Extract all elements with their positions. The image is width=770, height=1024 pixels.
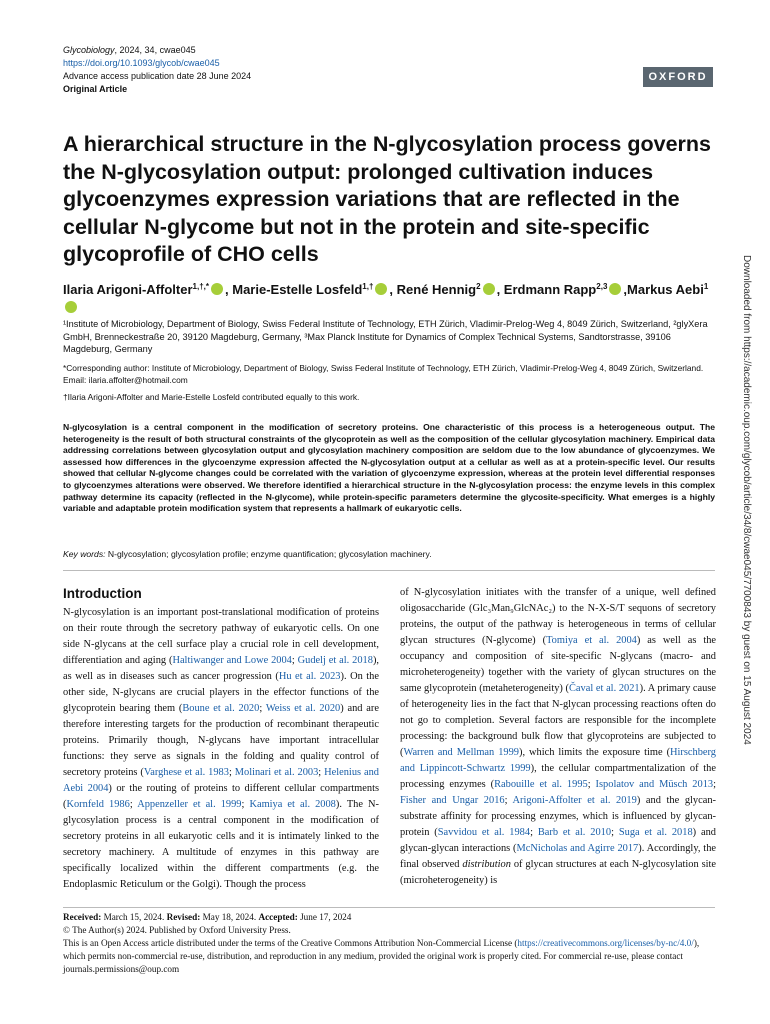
- license-text: [63, 937, 715, 976]
- text-run: ;: [241, 799, 250, 810]
- received-date: March 15, 2024.: [103, 912, 165, 922]
- volume-line: , 2024, 34, cwae045: [114, 45, 196, 55]
- affiliations: ¹Institute of Microbiology, Department of Biology, Swiss Federal Institute of Technology, ETH Zürich, Vladimir-Prelog-Weg 4, 8049 Zürich, Switzerland, ²glyXera GmbH, Brenneckestraße 20, 39120 Magdeburg, Germany, ³Max Planck Institute for Dynamics of Complex Technical Systems, Sandtorstrasse, 39106 Magdeburg, Germany: [63, 319, 708, 354]
- citation-link[interactable]: Barb et al. 2010: [537, 827, 612, 838]
- equal-contribution-note: †Ilaria Arigoni-Affolter and Marie-Estelle Losfeld contributed equally to this work.: [63, 392, 360, 402]
- article-type: Original Article: [63, 84, 128, 94]
- citation-link[interactable]: Hirschberg and Lippincott-Schwartz 1999: [400, 747, 717, 774]
- citation-link[interactable]: Arigoni-Affolter et al. 2019: [512, 795, 637, 806]
- citation-link[interactable]: Haltiwanger and Lowe 2004: [172, 655, 292, 666]
- accepted-date: June 17, 2024: [300, 912, 352, 922]
- text-run: of N-glycosylation initiates with the transfer of a unique, well defined oligosaccharide (Glc₃Man₉GlcNAc₂) to the N-X-S/T sequons of secretory proteins, the output of the pathway is heterogeneous in terms of cellular glycan structures (N-glycome) (: [400, 587, 716, 646]
- paragraph: [400, 585, 716, 889]
- author-list: [63, 278, 723, 317]
- citation-link[interactable]: McNicholas and Agirre 2017: [516, 843, 639, 854]
- doi-link[interactable]: https://doi.org/10.1093/glycob/cwae045: [63, 58, 220, 68]
- text-run: ;: [129, 799, 138, 810]
- text-run: ;: [228, 767, 235, 778]
- license-link[interactable]: https://creativecommons.org/licenses/by-nc/4.0/: [517, 938, 694, 948]
- author-name: Erdmann Rapp: [503, 282, 597, 297]
- citation-link[interactable]: Suga et al. 2018: [618, 827, 693, 838]
- author-name: René Hennig: [396, 282, 477, 297]
- abstract: N-glycosylation is a central component in the modification of secretory proteins. One characteristic of this process is a heterogeneous output. The heterogeneity is the result of both structural constraints of the glycoprotein as well as the composition of the cellular glycosylation machinery. Empirical data addressing correlations between glycosylation output and glycosylation machinery composition are seldom due to the low abundance of glycoenzymes. We assessed how differences in the glycoenzyme expression affected the N-glycosylation output at a cellular as well as at a protein-specific level. Our results showed that cellular N-glycome changes could be correlated with the variation of glycoenzyme expression, whereas at the protein level differential responses to glycoenzymes alterations were observed. We therefore identified a hierarchical structure in the N-glycosylation process: the enzyme levels in this complex pathway determine its capacity (reflected in the N-glycome), while protein-specific parameters determine the glycosite-specificity. What emerges is a highly variable and adaptable protein modification system that represents a hallmark of eukaryotic cells.: [63, 422, 715, 514]
- revised-label: Revised:: [166, 912, 201, 922]
- citation-link[interactable]: Weiss et al. 2020: [265, 703, 341, 714]
- citation-link[interactable]: Rabouille et al. 1995: [494, 779, 588, 790]
- text-run: ), which limits the exposure time (: [518, 747, 671, 758]
- text-run: ) as well as the occupancy and composition of site-specific N-glycans (macro- and microheterogeneity) together with the variety of glycan structures on the same glycoprotein (metaheterogeneity) (: [400, 635, 717, 694]
- revised-date: May 18, 2024.: [202, 912, 257, 922]
- keywords: [63, 549, 432, 559]
- text-run: ). A primary cause of heterogeneity lies in the fact that N-glycan processing reactions often do not go to completion. Several factors are responsible for the incomplete processing: the background bulk flow that glycoproteins are subjected to (: [400, 683, 717, 758]
- citation-link[interactable]: Kamiya et al. 2008: [249, 799, 336, 810]
- author-separator: ,: [496, 282, 504, 297]
- text-run: ;: [291, 655, 298, 666]
- citation-link[interactable]: Tomiya et al. 2004: [546, 635, 637, 646]
- orcid-icon[interactable]: [609, 283, 621, 295]
- text-run: ;: [504, 795, 513, 806]
- corresponding-author: *Corresponding author: Institute of Microbiology, Department of Biology, Swiss Federal Institute of Technology, ETH Zürich, Vladimir-Prelog-Weg 4, 8049 Zürich, Switzerland. Email: ilaria.affolter@hotmail.com: [63, 363, 704, 385]
- author-separator: ,: [225, 282, 233, 297]
- citation-link[interactable]: Gudelj et al. 2018: [297, 655, 373, 666]
- body-column-right: [400, 585, 716, 889]
- download-watermark-text: Downloaded from https://academic.oup.com/glycob/article/34/8/cwae045/7700843 by guest on 15 August 2024: [741, 255, 752, 745]
- text-run: ;: [259, 703, 266, 714]
- author-affiliation-marker: 1,†: [362, 282, 374, 291]
- author-name: Ilaria Arigoni-Affolter: [63, 282, 193, 297]
- text-run: ) and glycan-glycan interactions (: [400, 827, 716, 854]
- journal-citation: [63, 44, 251, 57]
- body-column-left: [63, 585, 379, 893]
- citation-link[interactable]: Varghese et al. 1983: [143, 767, 229, 778]
- emphasis: distribution: [462, 859, 511, 870]
- keywords-label: Key words:: [63, 549, 106, 559]
- download-watermark: [740, 255, 752, 935]
- text-run: ;: [530, 827, 538, 838]
- oxford-logo: OXFORD: [643, 67, 713, 87]
- accepted-label: Accepted:: [258, 912, 298, 922]
- orcid-icon[interactable]: [211, 283, 223, 295]
- article-title: A hierarchical structure in the N-glycosylation process governs the N-glycosylation output: prolonged cultivation induces glycoenzymes expression variations that are reflected in the cellular N-glycome but not in the protein and site-specific glycoprofile of CHO cells: [63, 132, 711, 266]
- text-run: ), the cellular compartmentalization of the processing enzymes (: [400, 763, 716, 790]
- author-affiliation-marker: 2,3: [596, 282, 608, 291]
- keywords-text: N-glycosylation; glycosylation profile; enzyme quantification; glycosylation machinery.: [107, 549, 432, 559]
- footer-divider: [63, 907, 715, 908]
- orcid-icon[interactable]: [65, 301, 77, 313]
- text-run: ;: [713, 779, 716, 790]
- citation-link[interactable]: Boune et al. 2020: [182, 703, 260, 714]
- author-separator: ,: [623, 282, 628, 297]
- citation-link[interactable]: Čaval et al. 2021: [569, 683, 640, 694]
- author-name: Marie-Estelle Losfeld: [232, 282, 363, 297]
- author-name: Markus Aebi: [627, 282, 704, 297]
- received-label: Received:: [63, 912, 102, 922]
- text-run: N-glycosylation is an important post-translational modification of proteins on their route through the secretory pathway of eukaryotic cells. On one side N-glycans at the cell surface play a crucial role in cell development, differentiation and aging (: [63, 607, 379, 666]
- text-run: ), as well as in diseases such as cancer progression (: [63, 655, 379, 682]
- orcid-icon[interactable]: [483, 283, 495, 295]
- citation-link[interactable]: Appenzeller et al. 1999: [137, 799, 242, 810]
- text-run: ) and the glycan-substrate affinity for processing enzymes, which is influenced by glycan-protein (: [400, 795, 716, 838]
- author-affiliation-marker: 1: [703, 282, 709, 291]
- advance-access-date: Advance access publication date 28 June 2024: [63, 71, 252, 81]
- divider: [63, 570, 715, 571]
- text-run: ;: [611, 827, 619, 838]
- citation-link[interactable]: Kornfeld 1986: [66, 799, 130, 810]
- citation-link[interactable]: Savvidou et al. 1984: [437, 827, 531, 838]
- text-run: of glycan structures at each N-glycosylation site (microheterogeneity) is: [400, 859, 717, 886]
- citation-link[interactable]: Fisher and Ungar 2016: [400, 795, 505, 806]
- text-run: ;: [318, 767, 325, 778]
- text-run: ). The N-glycosylation process is a central component in the modification of secretory proteins in all eukaryotic cells and it is intimately linked to the secretory machinery. A multitude of enzymes in this pathway are specifically localized within the different compartments (e.g. the Endoplasmic Reticulum or the Golgi). Though the process: [63, 799, 379, 890]
- text-run: ). On the other side, N-glycans are crucial players in the effector functions of the glycoprotein bearing them (: [63, 671, 379, 714]
- author-separator: ,: [389, 282, 397, 297]
- author-affiliation-marker: 1,†,*: [192, 282, 209, 291]
- citation-link[interactable]: Warren and Mellman 1999: [403, 747, 519, 758]
- citation-link[interactable]: Ispolatov and Müsch 2013: [595, 779, 714, 790]
- text-run: ). Accordingly, the final observed: [400, 843, 716, 870]
- text-run: ;: [587, 779, 596, 790]
- article-footer: [63, 911, 715, 976]
- citation-link[interactable]: Hu et al. 2023: [278, 671, 341, 682]
- text-run: ) and are therefore interesting targets for the production of recombinant therapeutic proteins. Primarily though, N-glycans have important intracellular functions: they serve as signals in the folding and quality control of secretory proteins (: [63, 703, 379, 778]
- section-heading: Introduction: [63, 586, 142, 601]
- license-post: ), which permits non-commercial re-use, distribution, and reproduction in any medium, provided the original work is properly cited. For commercial re-use, please contact journals.permissions@oup.com: [63, 938, 700, 974]
- license-pre: This is an Open Access article distributed under the terms of the Creative Commons Attribution Non-Commercial License (: [63, 938, 518, 948]
- journal-header: [63, 44, 251, 96]
- copyright: © The Author(s) 2024. Published by Oxford University Press.: [63, 925, 291, 935]
- paragraph: [63, 605, 379, 893]
- author-affiliation-marker: 2: [476, 282, 481, 291]
- journal-name: Glycobiology: [63, 45, 115, 55]
- text-run: ) or the routing of proteins to different cellular compartments (: [63, 783, 379, 810]
- history-dates: [63, 911, 715, 924]
- citation-link[interactable]: Molinari et al. 2003: [234, 767, 319, 778]
- citation-link[interactable]: Helenius and Aebi 2004: [63, 767, 379, 794]
- orcid-icon[interactable]: [375, 283, 387, 295]
